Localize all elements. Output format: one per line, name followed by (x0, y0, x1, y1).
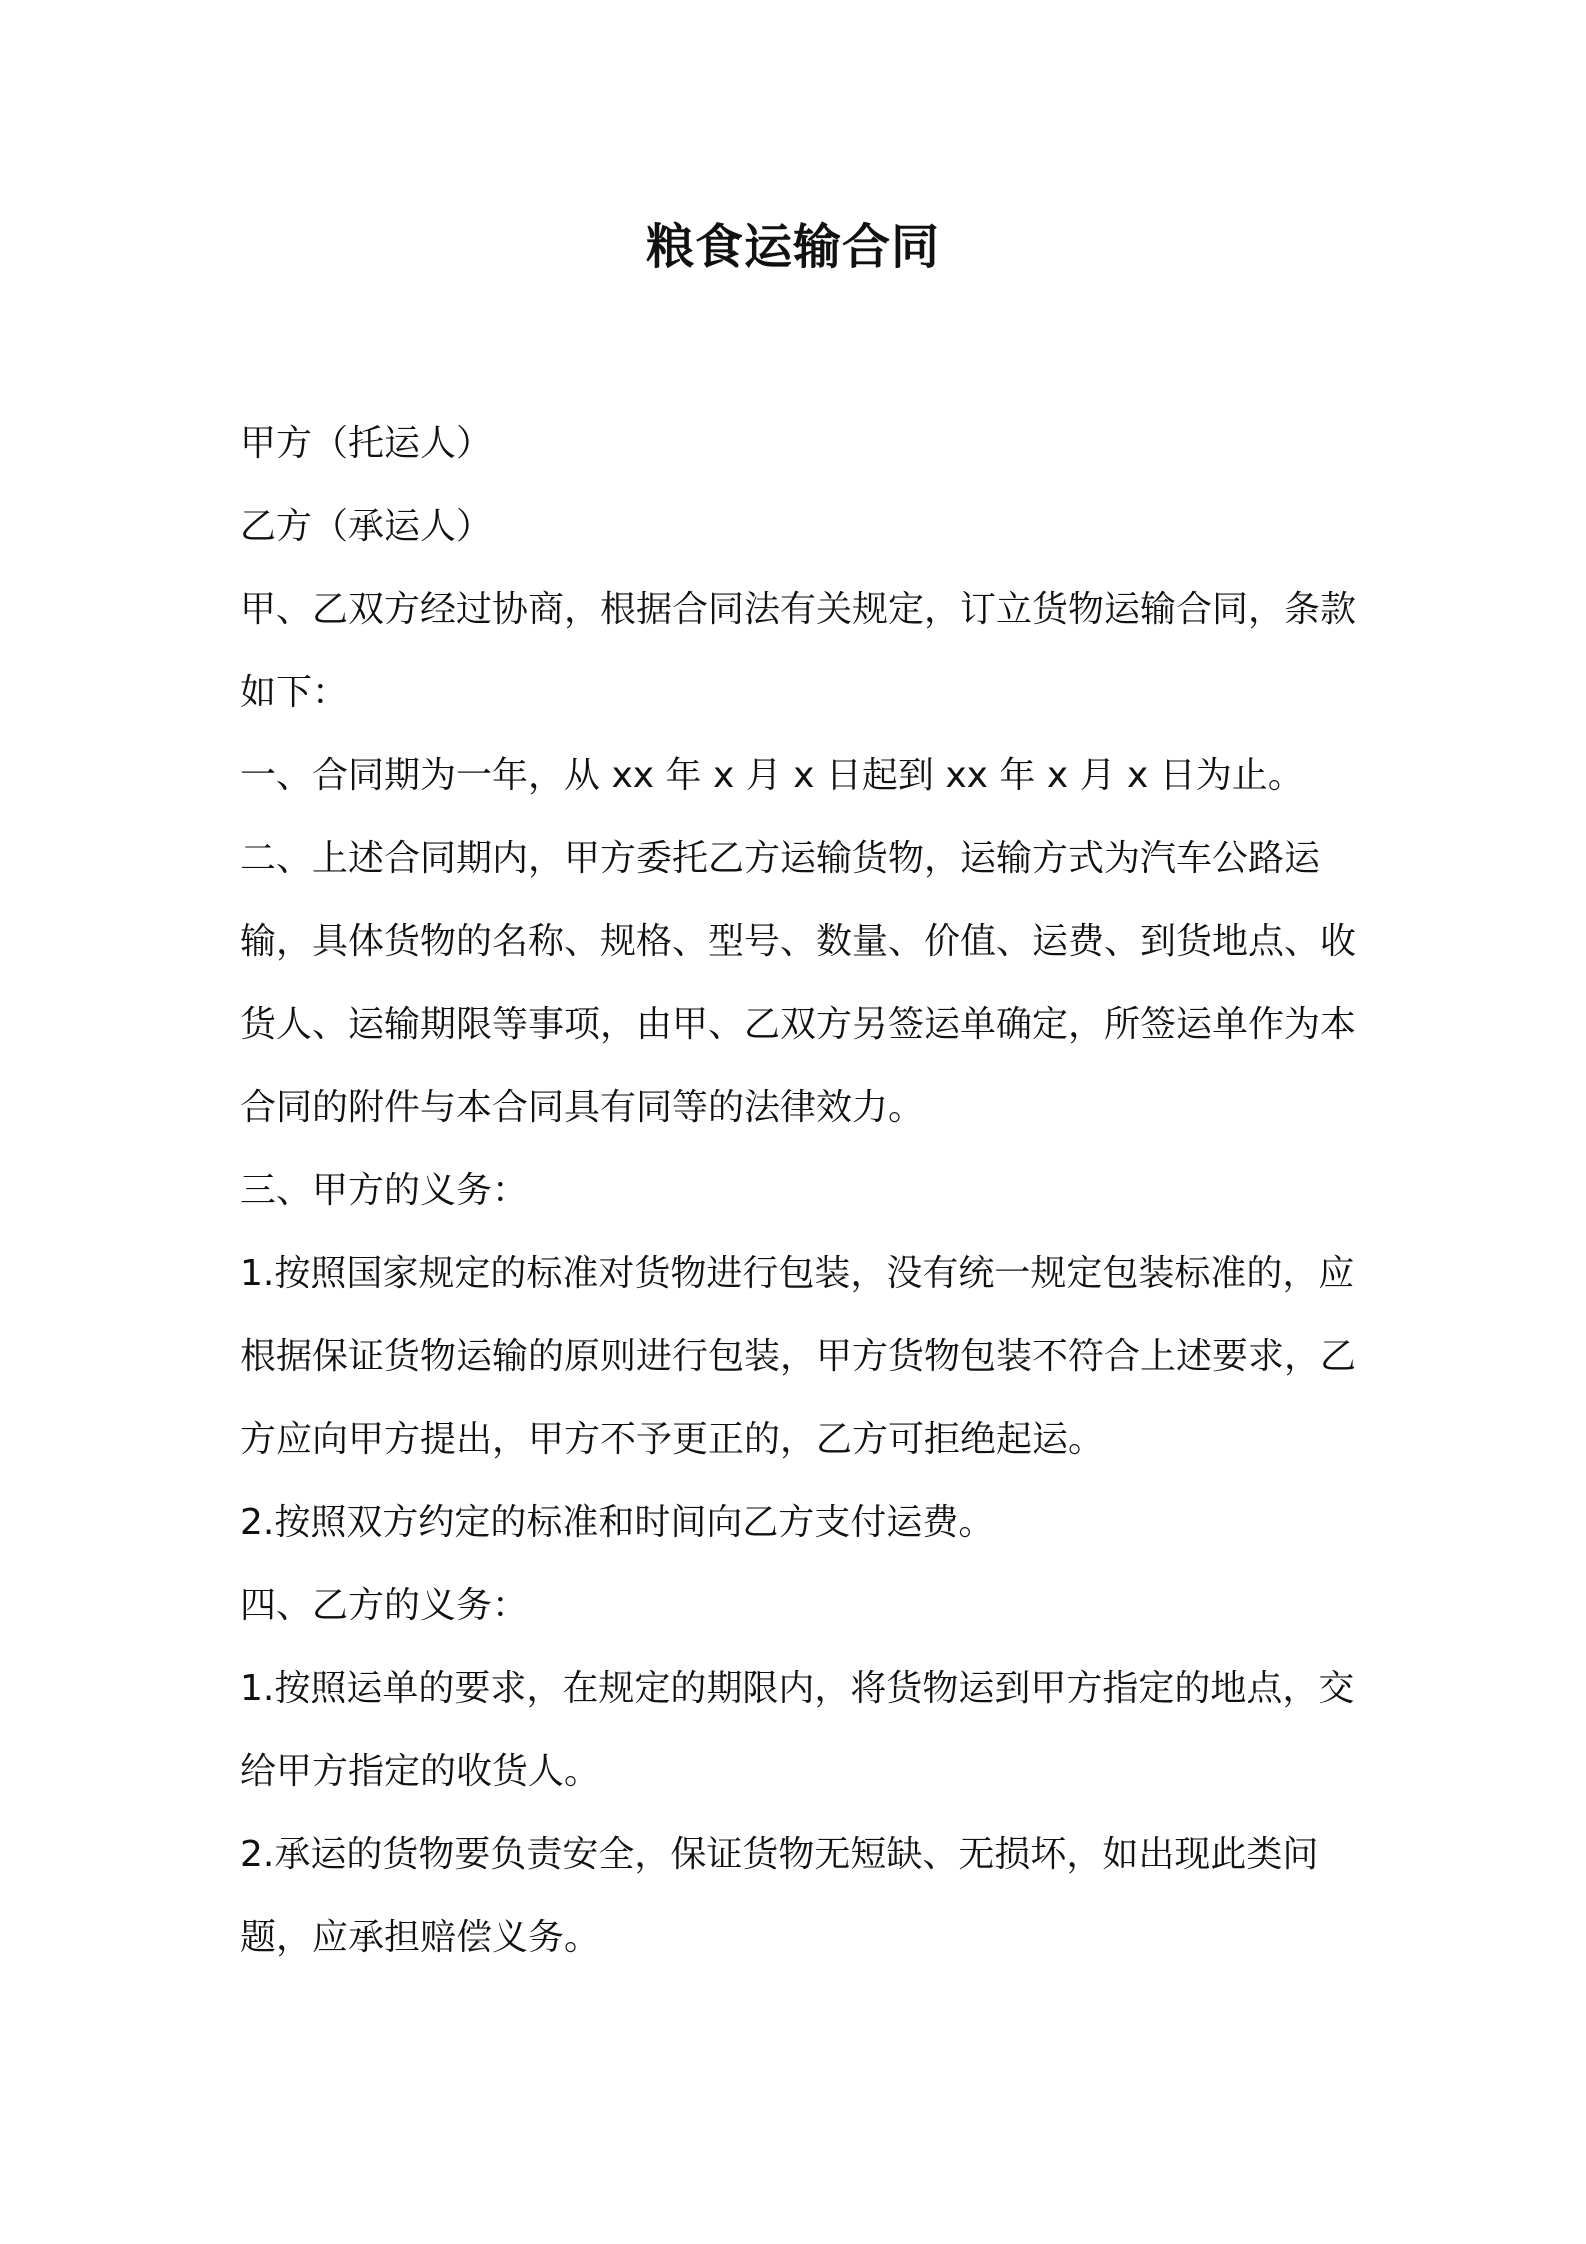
clause-4-heading: 四、乙方的义务： (240, 1585, 529, 1626)
clause-3-item-1: 1.按照国家规定的标准对货物进行包装，没有统一规定包装标准的，应根据保证货物运输的原则进行包装，甲方货物包装不符合上述要求，乙方应向甲方提出，甲方不予更正的，乙方可拒绝起运。 (240, 1253, 1357, 1460)
clause-3-heading: 三、甲方的义务： (240, 1170, 529, 1211)
clause-2-scope: 二、上述合同期内，甲方委托乙方运输货物，运输方式为汽车公路运输，具体货物的名称、规格、型号、数量、价值、运费、到货地点、收货人、运输期限等事项，由甲、乙双方另签运单确定，所签运单作为本合同的附件与本合同具有同等的法律效力。 (240, 838, 1357, 1128)
clause-1-term: 一、合同期为一年，从 xx 年 x 月 x 日起到 xx 年 x 月 x 日为止。 (240, 755, 1304, 796)
clause-3-item-2: 2.按照双方约定的标准和时间向乙方支付运费。 (240, 1502, 995, 1543)
document-title: 粮食运输合同 (645, 219, 940, 275)
party-b-line: 乙方（承运人） (240, 506, 493, 547)
document-body (240, 402, 1380, 1979)
preamble-paragraph: 甲、乙双方经过协商，根据合同法有关规定，订立货物运输合同，条款如下： (240, 589, 1357, 713)
party-a-line: 甲方（托运人） (240, 423, 493, 464)
clause-4-item-2: 2.承运的货物要负责安全，保证货物无短缺、无损坏，如出现此类问题，应承担赔偿义务。 (240, 1834, 1319, 1958)
clause-4-item-1: 1.按照运单的要求，在规定的期限内，将货物运到甲方指定的地点，交给甲方指定的收货人。 (240, 1668, 1355, 1792)
